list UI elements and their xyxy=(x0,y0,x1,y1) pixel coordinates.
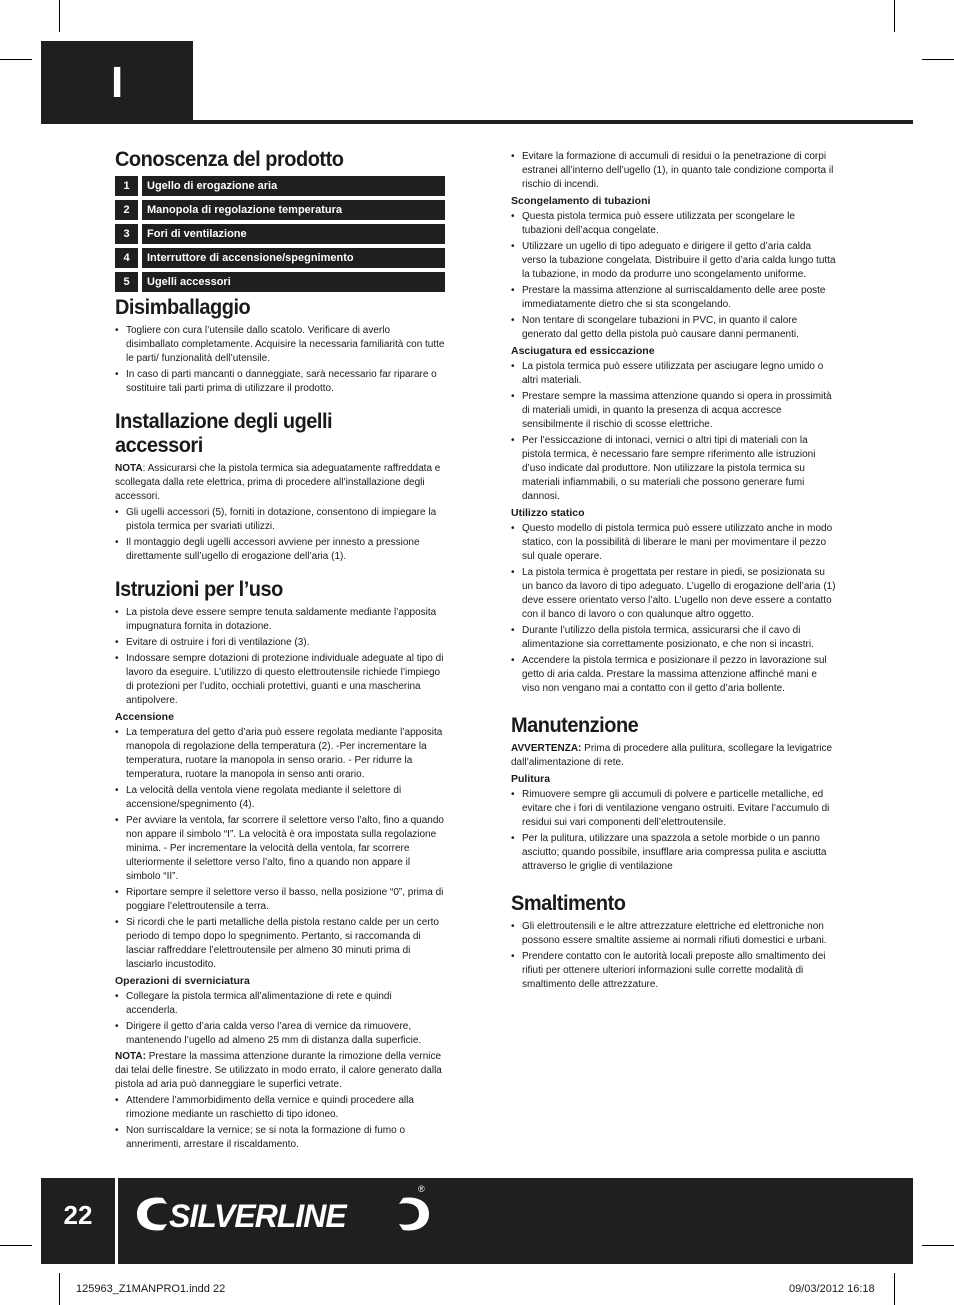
footer-bar xyxy=(41,1178,913,1264)
list-item: • Prestare sempre la massima attenzione quando si opera in prossimità di materiali umidi, in quanto la presenza di acqua accresce sensibilmente il rischio di scosse elettriche. xyxy=(511,390,837,432)
disposal-list xyxy=(511,920,837,992)
list-item: • Riportare sempre il selettore verso il basso, nella posizione “0”, prima di poggiare l’elettroutensile a terra. xyxy=(115,886,445,914)
section-title-maint: Manutenzione xyxy=(511,714,639,737)
svg-text:SILVERLINE: SILVERLINE xyxy=(169,1198,346,1234)
subheading-accensione: Accensione xyxy=(115,711,174,723)
section-title-product: Conoscenza del prodotto xyxy=(115,148,344,171)
list-item: • Non surriscaldare la vernice; se si nota la formazione di fumo o annerimenti, arrestare il riscaldamento. xyxy=(115,1124,445,1152)
list-item: • Per avviare la ventola, far scorrere il selettore verso l’alto, fino a quando non appare il simbolo “I”. La velocità è ora impostata sulla regolazione minima. - Per incrementare la velocità della ventola, far scorrere ulteriormente il selettore verso l’alto, fino a quando non appare il simbolo “II”. xyxy=(115,814,445,884)
list-item: • Durante l’utilizzo della pistola termica, assicurarsi che il cavo di alimentazione sia correttamente posizionato, e che non si incastri. xyxy=(511,624,837,652)
part-item xyxy=(115,248,445,268)
part-number: 1 xyxy=(115,176,138,196)
left-column xyxy=(115,148,445,1154)
sverniciatura-note: NOTA: Prestare la massima attenzione durante la rimozione della vernice dai telai delle finestre. Se utilizzato in modo errato, il calore generato dalla pistola ad aria può danneggiare le superfici vetrate. xyxy=(115,1051,442,1090)
list-item: • La velocità della ventola viene regolata mediante il selettore di accensione/spegnimento (4). xyxy=(115,784,445,812)
list-item: • In caso di parti mancanti o danneggiate, sarà necessario far riparare o sostituire tali parti prima di utilizzare il prodotto. xyxy=(115,368,445,396)
list-item: • Collegare la pistola termica all’alimentazione di rete e quindi accenderla. xyxy=(115,990,445,1018)
language-tab xyxy=(41,41,193,123)
list-item: • Per la pulitura, utilizzare una spazzola a setole morbide o un panno asciutto; quando possibile, insufflare aria compressa pulita e asciutta attraverso le griglie di ventilazione xyxy=(511,832,837,874)
crop-mark xyxy=(59,0,60,32)
part-item xyxy=(115,272,445,292)
part-number: 3 xyxy=(115,224,138,244)
crop-mark xyxy=(59,1273,60,1305)
list-item: • Dirigere il getto d’aria calda verso l’area di vernice da rimuovere, mantenendo l’ugello ad almeno 25 mm di distanza dalla superficie. xyxy=(115,1020,445,1048)
list-item: • Utilizzare un ugello di tipo adeguato e dirigere il getto d’aria calda verso la tubazione congelata. Distribuire il getto d’aria calda lungo tutta la tubazione, in modo da produrre uno scongelamento uniforme. xyxy=(511,240,837,282)
list-item: • Questa pistola termica può essere utilizzata per scongelare le tubazioni dell’acqua congelate. xyxy=(511,210,837,238)
section-title-install: Installazione degli ugelli accessori xyxy=(115,410,333,457)
part-number: 2 xyxy=(115,200,138,220)
section-title-disposal: Smaltimento xyxy=(511,892,626,915)
parts-list xyxy=(115,176,445,292)
accensione-list xyxy=(115,726,445,972)
registered-mark: ® xyxy=(418,1184,425,1194)
scongelamento-list xyxy=(511,210,837,342)
list-item: • Prendere contatto con le autorità locali preposte allo smaltimento dei rifiuti per ottenere ulteriori informazioni sulle corrette modalità di smaltimento delle attrezzature. xyxy=(511,950,837,992)
part-number: 4 xyxy=(115,248,138,268)
crop-mark xyxy=(922,59,954,60)
asciugatura-list xyxy=(511,360,837,504)
list-item: • La pistola termica è progettata per restare in piedi, se posizionata su un banco da lavoro di tipo adeguato. L’ugello di erogazione dell’aria (1) deve essere orientato verso l’alto. L’ugello non deve essere a contatto con il banco di lavoro o con qualunque altro oggetto. xyxy=(511,566,837,622)
list-item: • Non tentare di scongelare tubazioni in PVC, in quanto il calore generato dal getto della pistola può causare danni permanenti. xyxy=(511,314,837,342)
part-label: Manopola di regolazione temperatura xyxy=(142,200,445,220)
language-code: I xyxy=(111,58,124,107)
section-title-unpack: Disimballaggio xyxy=(115,296,251,319)
part-item xyxy=(115,176,445,196)
list-item: • Evitare la formazione di accumuli di residui o la penetrazione di corpi estranei all’interno dell’ugello (1), in quanto tale condizione comporta il rischio di incendi. xyxy=(511,150,837,192)
list-item: • Prestare la massima attenzione al surriscaldamento delle aree poste immediatamente dietro che si sta scongelando. xyxy=(511,284,837,312)
list-item: • Togliere con cura l’utensile dallo scatolo. Verificare di averlo disimballato completamente. Acquisire la necessaria familiarità con tutte le parti/ funzionalità dell’utensile. xyxy=(115,324,445,366)
subheading-scongelamento: Scongelamento di tubazioni xyxy=(511,195,651,207)
crop-mark xyxy=(894,1273,895,1305)
maint-warning: AVVERTENZA: Prima di procedere alla pulitura, scollegare la levigatrice dall’alimentazione di rete. xyxy=(511,743,833,768)
list-item: • Attendere l’ammorbidimento della vernice e quindi procedere alla rimozione mediante un raschietto di tipo idoneo. xyxy=(115,1094,445,1122)
list-item: • La pistola termica può essere utilizzata per asciugare legno umido o altri materiali. xyxy=(511,360,837,388)
subheading-sverniciatura: Operazioni di sverniciatura xyxy=(115,975,250,987)
subheading-pulitura: Pulitura xyxy=(511,773,551,785)
unpack-list xyxy=(115,324,445,396)
pulitura-list xyxy=(511,788,837,874)
list-item: • Gli ugelli accessori (5), forniti in dotazione, consentono di impiegare la pistola termica per svariati utilizzi. xyxy=(115,506,445,534)
sverniciatura-list xyxy=(115,990,445,1048)
usage-continued-list xyxy=(511,150,837,192)
file-info: 125963_Z1MANPRO1.indd 22 xyxy=(76,1283,226,1295)
part-label: Ugello di erogazione aria xyxy=(142,176,445,196)
usage-list xyxy=(115,606,445,708)
header-rule xyxy=(41,120,913,124)
page-number: 22 xyxy=(63,1200,93,1230)
install-note: NOTA: Assicurarsi che la pistola termica sia adeguatamente raffreddata e scollegata dalla rete elettrica, prima di procedere all’installazione degli accessori. xyxy=(115,463,441,502)
list-item: • La pistola deve essere sempre tenuta saldamente mediante l’apposita impugnatura fornita in dotazione. xyxy=(115,606,445,634)
subheading-statico: Utilizzo statico xyxy=(511,507,585,519)
list-item: • Evitare di ostruire i fori di ventilazione (3). xyxy=(115,636,445,650)
list-item: • Questo modello di pistola termica può essere utilizzato anche in modo statico, con la possibilità di liberare le mani per movimentare il pezzo sul quale operare. xyxy=(511,522,837,564)
list-item: • Indossare sempre dotazioni di protezione individuale adeguate al tipo di lavoro da eseguire. L’utilizzo di questo elettroutensile richiede l’impiego di protezioni per l’udito, occhiali protettivi, guanti e una mascherina antipolvere. xyxy=(115,652,445,708)
statico-list xyxy=(511,522,837,696)
subheading-asciugatura: Asciugatura ed essiccazione xyxy=(511,345,655,357)
date-info: 09/03/2012 16:18 xyxy=(789,1283,875,1295)
list-item: • Accendere la pistola termica e posizionare il pezzo in lavorazione sul getto di aria calda. Prestare la massima attenzione affinché mani e viso non vengano mai a contatto con il getto d’aria bollente. xyxy=(511,654,837,696)
part-item xyxy=(115,200,445,220)
crop-mark xyxy=(894,0,895,32)
list-item: • Per l’essiccazione di intonaci, vernici o altri tipi di materiali con la pistola termica, è necessario fare sempre riferimento alle istruzioni d’uso indicate dal produttore. Non utilizzare la pistola termica su materiali infiammabili, o su materiali che possono generare fumi dannosi. xyxy=(511,434,837,504)
list-item: • Rimuovere sempre gli accumuli di polvere e particelle metalliche, ed evitare che i fori di ventilazione vengano ostruiti. Evitare l’accumulo di residui sui vari componenti dell’elettroutensile. xyxy=(511,788,837,830)
crop-mark xyxy=(0,59,32,60)
list-item: • Gli elettroutensili e le altre attrezzature elettriche ed elettroniche non possono essere smaltite assieme ai normali rifiuti domestici e urbani. xyxy=(511,920,837,948)
footer-divider xyxy=(115,1178,118,1264)
list-item: • Si ricordi che le parti metalliche della pistola restano calde per un certo periodo di tempo dopo lo spegnimento. Pertanto, si raccomanda di lasciar raffreddare l’elettroutensile per almeno 30 minuti prima di lasciarlo incustodito. xyxy=(115,916,445,972)
list-item: • Il montaggio degli ugelli accessori avviene per innesto a pressione direttamente sull’ugello di erogazione dell’aria (1). xyxy=(115,536,445,564)
silverline-logo xyxy=(133,1192,433,1236)
part-number: 5 xyxy=(115,272,138,292)
crop-mark xyxy=(0,1245,32,1246)
install-list xyxy=(115,506,445,564)
right-column xyxy=(511,150,837,994)
part-item xyxy=(115,224,445,244)
part-label: Interruttore di accensione/spegnimento xyxy=(142,248,445,268)
sverniciatura-list-2 xyxy=(115,1094,445,1152)
part-label: Fori di ventilazione xyxy=(142,224,445,244)
crop-mark xyxy=(922,1245,954,1246)
section-title-usage: Istruzioni per l’uso xyxy=(115,578,283,601)
list-item: • La temperatura del getto d’aria può essere regolata mediante l’apposita manopola di regolazione della temperatura (2). -Per incrementare la temperatura, ruotare la manopola in senso orario. - Per ridurre la temperatura, ruotare la manopola in senso anti orario. xyxy=(115,726,445,782)
part-label: Ugelli accessori xyxy=(142,272,445,292)
